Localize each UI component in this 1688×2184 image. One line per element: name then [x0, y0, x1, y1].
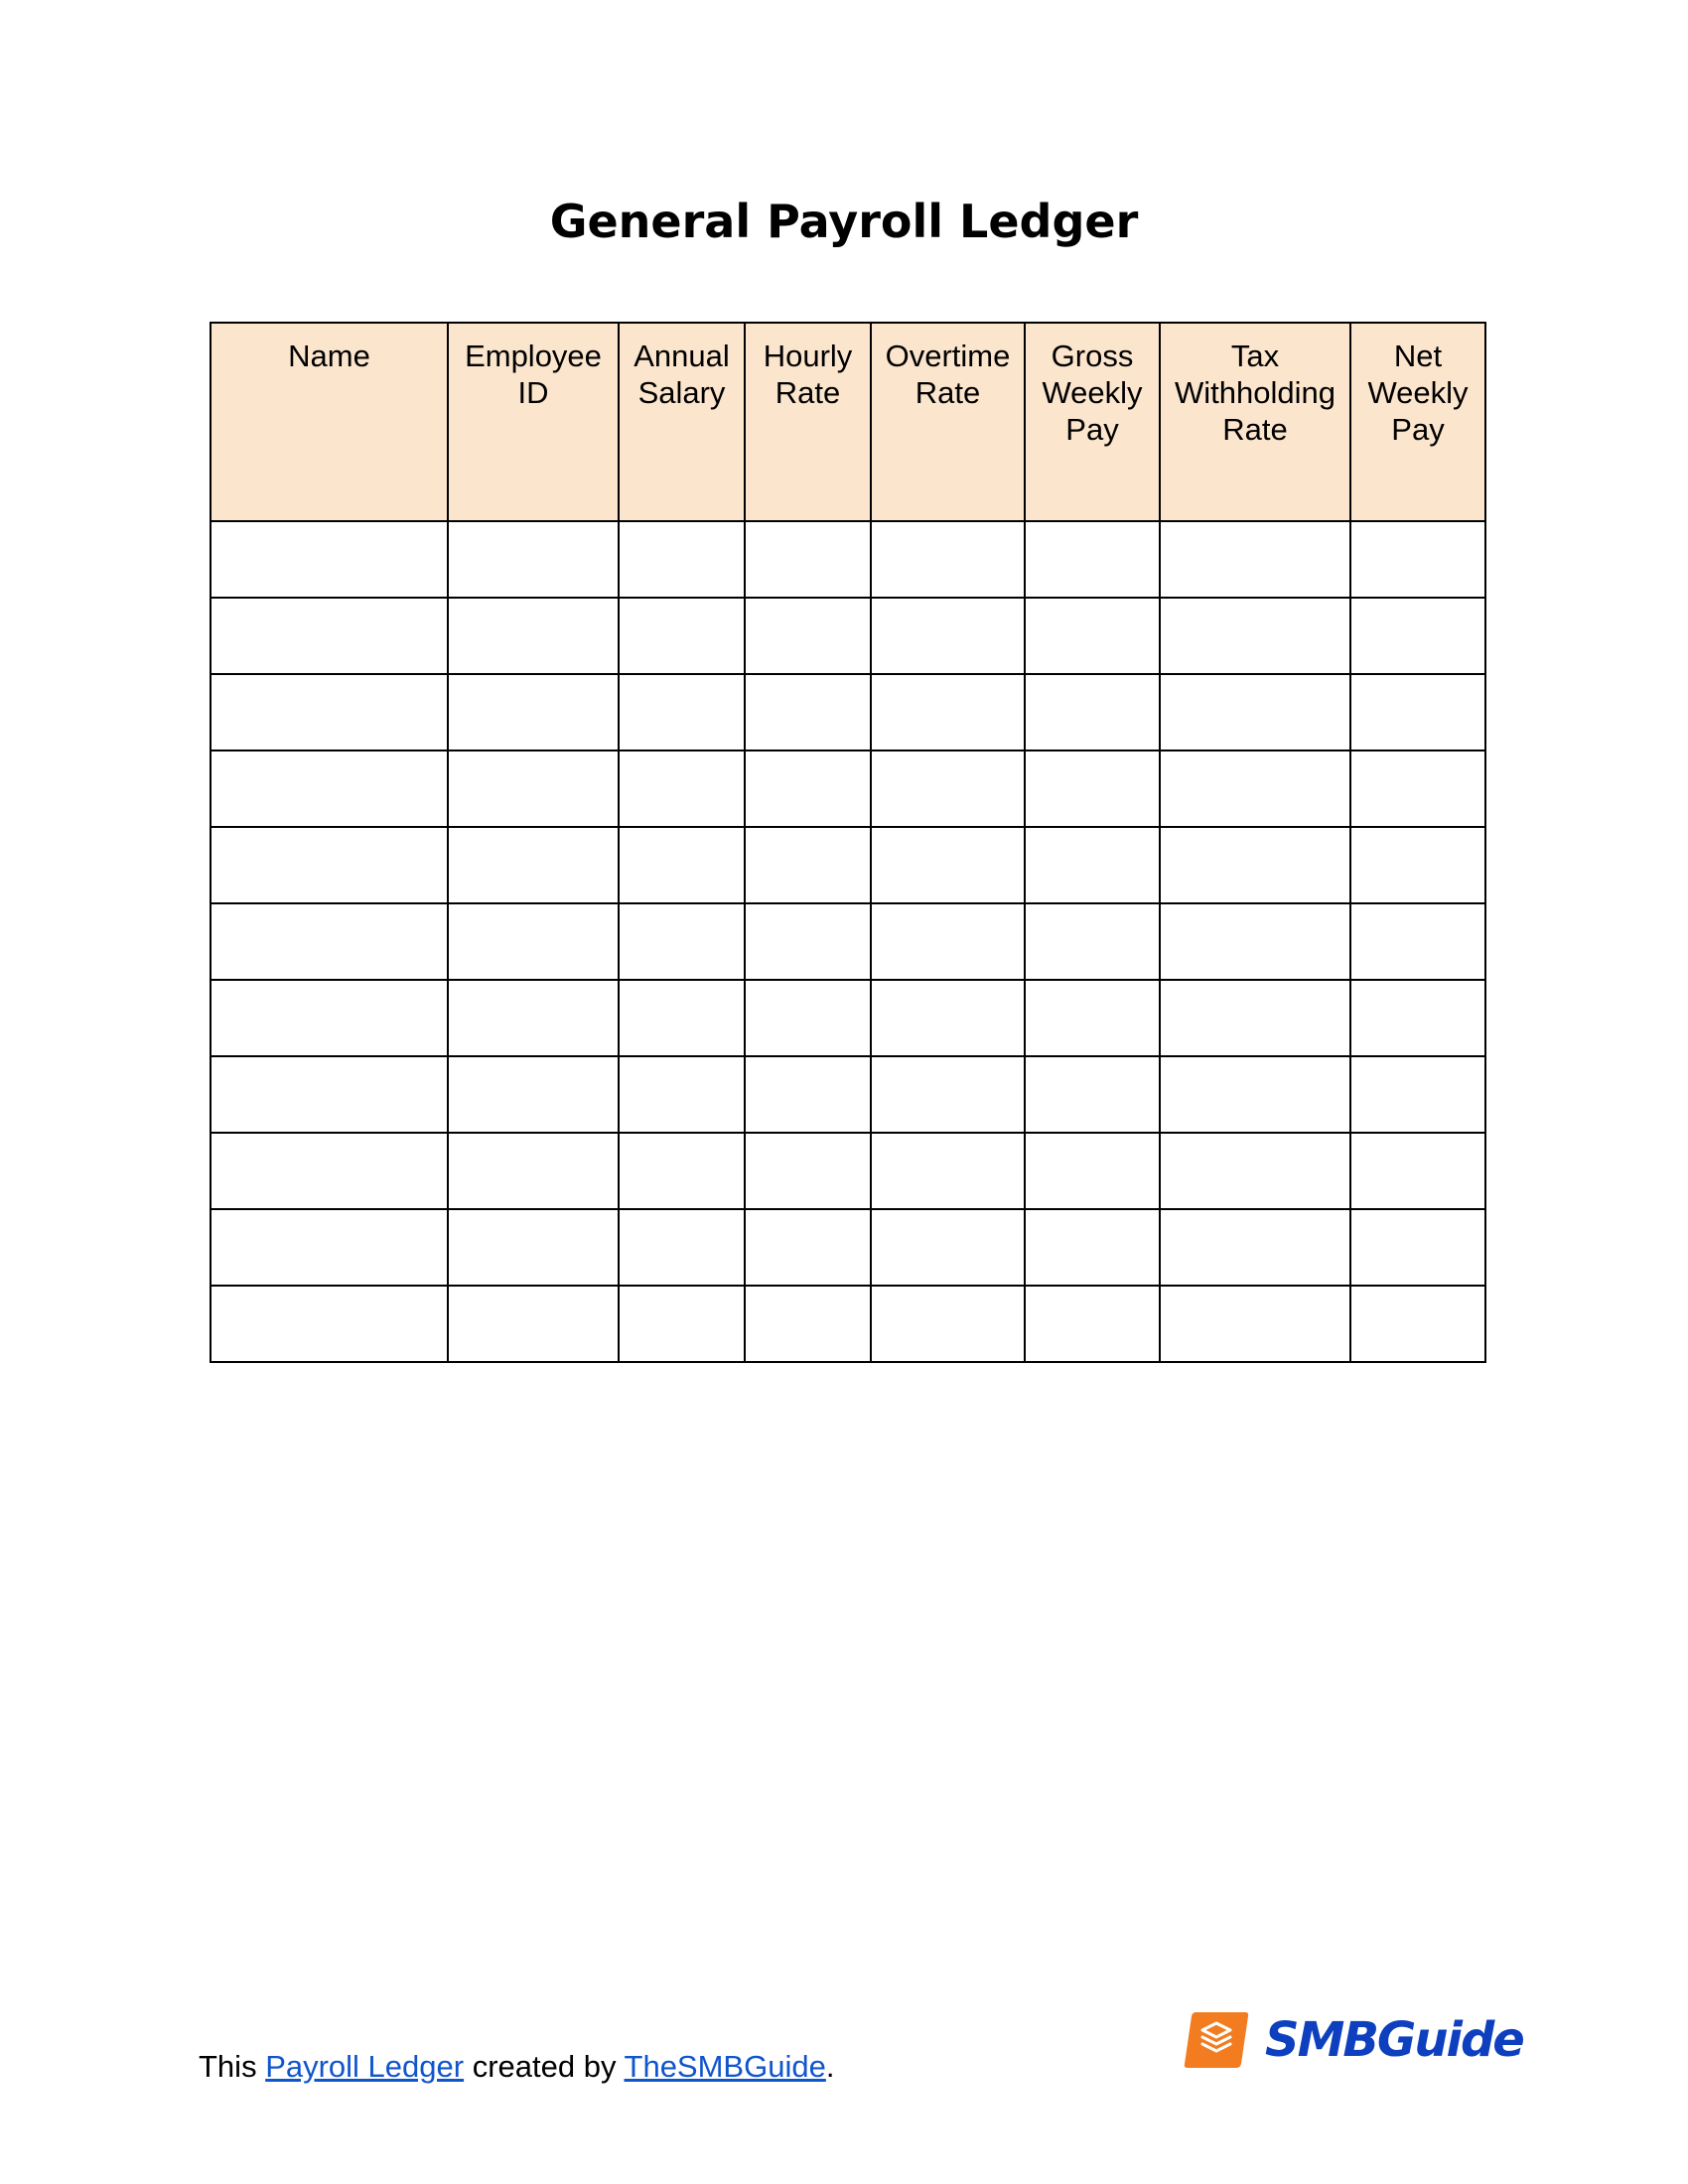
- table-cell[interactable]: [745, 598, 871, 674]
- table-cell[interactable]: [1350, 674, 1485, 751]
- table-cell[interactable]: [1025, 1286, 1160, 1362]
- table-cell[interactable]: [745, 980, 871, 1056]
- table-cell[interactable]: [1350, 980, 1485, 1056]
- smbguide-link[interactable]: TheSMBGuide: [624, 2049, 826, 2084]
- table-cell[interactable]: [1160, 980, 1350, 1056]
- table-body: [211, 521, 1485, 1362]
- table-cell[interactable]: [871, 751, 1025, 827]
- table-cell[interactable]: [1025, 674, 1160, 751]
- table-cell[interactable]: [1025, 827, 1160, 903]
- table-cell[interactable]: [448, 674, 619, 751]
- table-cell[interactable]: [1350, 827, 1485, 903]
- table-cell[interactable]: [1160, 521, 1350, 598]
- table-cell[interactable]: [1160, 1133, 1350, 1209]
- table-cell[interactable]: [871, 827, 1025, 903]
- footer-credit: [199, 2047, 834, 2087]
- table-cell[interactable]: [211, 751, 448, 827]
- table-cell[interactable]: [1160, 1286, 1350, 1362]
- table-cell[interactable]: [1350, 751, 1485, 827]
- table-cell[interactable]: [1025, 1209, 1160, 1286]
- table-cell[interactable]: [745, 751, 871, 827]
- table-cell[interactable]: [1160, 674, 1350, 751]
- table-cell[interactable]: [619, 1056, 745, 1133]
- table-row: [211, 521, 1485, 598]
- table-cell[interactable]: [1025, 751, 1160, 827]
- table-row: [211, 1209, 1485, 1286]
- table-cell[interactable]: [1350, 598, 1485, 674]
- table-row: [211, 1286, 1485, 1362]
- footer-prefix: This: [199, 2049, 266, 2084]
- table-cell[interactable]: [1350, 521, 1485, 598]
- table-row: [211, 903, 1485, 980]
- table-cell[interactable]: [1025, 1056, 1160, 1133]
- table-cell[interactable]: [211, 903, 448, 980]
- column-header-tax-withholding-rate: Tax Withholding Rate: [1160, 323, 1350, 521]
- page-title: General Payroll Ledger: [549, 195, 1139, 248]
- table-cell[interactable]: [211, 1286, 448, 1362]
- table-cell[interactable]: [211, 1133, 448, 1209]
- logo-wordmark: SMBGuide: [1265, 2012, 1523, 2068]
- table-cell[interactable]: [871, 521, 1025, 598]
- table-cell[interactable]: [871, 1209, 1025, 1286]
- table-row: [211, 827, 1485, 903]
- table-cell[interactable]: [1350, 1056, 1485, 1133]
- table-cell[interactable]: [871, 674, 1025, 751]
- table-cell[interactable]: [871, 903, 1025, 980]
- table-cell[interactable]: [448, 1286, 619, 1362]
- table-cell[interactable]: [619, 1133, 745, 1209]
- table-cell[interactable]: [619, 827, 745, 903]
- smbguide-logo: [1184, 2007, 1523, 2073]
- table-row: [211, 674, 1485, 751]
- table-row: [211, 751, 1485, 827]
- table-row: [211, 980, 1485, 1056]
- table-cell[interactable]: [745, 1209, 871, 1286]
- table-cell[interactable]: [871, 1056, 1025, 1133]
- payroll-ledger-link[interactable]: Payroll Ledger: [265, 2049, 465, 2084]
- table-cell[interactable]: [1350, 1209, 1485, 1286]
- table-cell[interactable]: [448, 903, 619, 980]
- table-cell[interactable]: [619, 598, 745, 674]
- table-cell[interactable]: [619, 980, 745, 1056]
- column-header-employee-id: Employee ID: [448, 323, 619, 521]
- table-cell[interactable]: [1160, 598, 1350, 674]
- layers-logo-icon: [1184, 2010, 1249, 2070]
- table-cell[interactable]: [619, 903, 745, 980]
- table-cell[interactable]: [448, 598, 619, 674]
- table-cell[interactable]: [1025, 980, 1160, 1056]
- table-cell[interactable]: [745, 1133, 871, 1209]
- table-cell[interactable]: [448, 1056, 619, 1133]
- table-cell[interactable]: [871, 598, 1025, 674]
- table-cell[interactable]: [448, 1209, 619, 1286]
- table-cell[interactable]: [1025, 903, 1160, 980]
- table-cell[interactable]: [211, 1209, 448, 1286]
- table-cell[interactable]: [448, 1133, 619, 1209]
- table-cell[interactable]: [1160, 903, 1350, 980]
- column-header-name: Name: [211, 323, 448, 521]
- table-cell[interactable]: [211, 980, 448, 1056]
- table-cell[interactable]: [448, 751, 619, 827]
- table-cell[interactable]: [448, 521, 619, 598]
- table-cell[interactable]: [619, 1286, 745, 1362]
- column-header-hourly-rate: Hourly Rate: [745, 323, 871, 521]
- table-cell[interactable]: [1350, 1133, 1485, 1209]
- table-cell[interactable]: [1350, 903, 1485, 980]
- table-cell[interactable]: [745, 903, 871, 980]
- table-row: [211, 1056, 1485, 1133]
- table-cell[interactable]: [619, 674, 745, 751]
- table-cell[interactable]: [1160, 1209, 1350, 1286]
- table-cell[interactable]: [211, 674, 448, 751]
- table-cell[interactable]: [1025, 598, 1160, 674]
- table-cell[interactable]: [745, 521, 871, 598]
- table-cell[interactable]: [448, 827, 619, 903]
- table-cell[interactable]: [871, 1133, 1025, 1209]
- table-cell[interactable]: [211, 598, 448, 674]
- table-cell[interactable]: [619, 1209, 745, 1286]
- column-header-annual-salary: Annual Salary: [619, 323, 745, 521]
- table-cell[interactable]: [211, 1056, 448, 1133]
- footer-middle: created by: [464, 2049, 625, 2084]
- footer-suffix: .: [825, 2049, 835, 2084]
- table-cell[interactable]: [211, 521, 448, 598]
- column-header-overtime-rate: Overtime Rate: [871, 323, 1025, 521]
- table-header-row: [211, 323, 1485, 521]
- table-cell[interactable]: [745, 827, 871, 903]
- table-cell[interactable]: [448, 980, 619, 1056]
- table-cell[interactable]: [1160, 751, 1350, 827]
- table-cell[interactable]: [871, 1286, 1025, 1362]
- column-header-gross-weekly-pay: Gross Weekly Pay: [1025, 323, 1160, 521]
- table-cell[interactable]: [1350, 1286, 1485, 1362]
- table-cell[interactable]: [745, 674, 871, 751]
- payroll-ledger-table: [210, 322, 1486, 1363]
- table-cell[interactable]: [745, 1056, 871, 1133]
- table-cell[interactable]: [1025, 1133, 1160, 1209]
- table-row: [211, 598, 1485, 674]
- table-cell[interactable]: [745, 1286, 871, 1362]
- table-cell[interactable]: [1160, 827, 1350, 903]
- table-cell[interactable]: [211, 827, 448, 903]
- table-cell[interactable]: [619, 521, 745, 598]
- column-header-net-weekly-pay: Net Weekly Pay: [1350, 323, 1485, 521]
- table-cell[interactable]: [1160, 1056, 1350, 1133]
- table-cell[interactable]: [619, 751, 745, 827]
- table-cell[interactable]: [1025, 521, 1160, 598]
- table-row: [211, 1133, 1485, 1209]
- table-cell[interactable]: [871, 980, 1025, 1056]
